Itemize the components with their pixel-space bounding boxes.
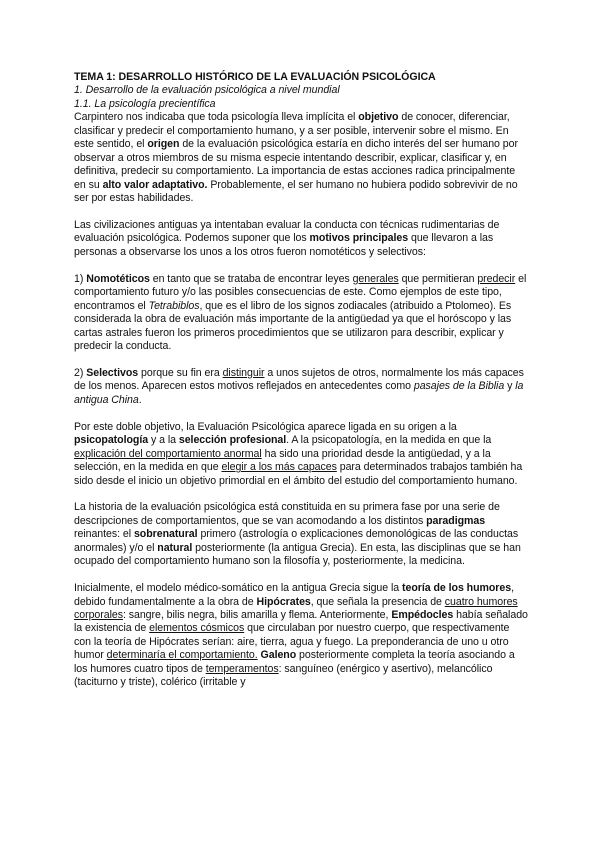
paragraph-civilizaciones: Las civilizaciones antiguas ya intentaban evaluar la conducta con técnicas rudimentarias de evaluación psicológica. Podemos suponer que los motivos principales que llevaron a las personas a observarse los unos a los otros fueron nomotéticos y selectivos: (74, 218, 500, 258)
paragraph-historia: La historia de la evaluación psicológica está constituida en su primera fase por una serie de descripciones de comportamientos, que se van acomodando a los distintos paradigmas reinantes: el sobrenatural primero (astrología o explicaciones demonológicas de las conductas anormales) y/o el natural posteriormente (la antigua Grecia). En esta, las disciplinas que se han ocupado del comportamiento humano son la filosofía y, posteriormente, la medicina. (74, 501, 521, 568)
paragraph-selectivos: 2) Selectivos porque su fin era distinguir a unos sujetos de otros, normalmente los más capaces de los menos. Aparecen estos motivos reflejados en antecedentes como pasajes de la Biblia y la antigua China. (74, 366, 524, 406)
paragraph-doble-objetivo: Por este doble objetivo, la Evaluación Psicológica aparece ligada en su origen a la psicopatología y a la selección profesional. A la psicopatología, en la medida en que la explicación del comportamiento anormal ha sido una prioridad desde la antigüedad, y a la selección, en la medida en que elegir a los más capaces para determinados trabajos también ha sido desde el inicio un objetivo primordial en el ámbito del estudio del comportamiento humano. (74, 420, 523, 487)
document-title: TEMA 1: DESARROLLO HISTÓRICO DE LA EVALUACIÓN PSICOLÓGICA (74, 71, 436, 83)
section-heading: 1. Desarrollo de la evaluación psicológica a nivel mundial (74, 84, 340, 97)
paragraph-humores: Inicialmente, el modelo médico-somático en la antigua Grecia sigue la teoría de los humores, debido fundamentalmente a la obra de Hipócrates, que señala la presencia de cuatro humores corporales: sangre, bilis negra, bilis amarilla y flema. Anteriormente, Empédocles había señalado la existencia de elementos cósmicos que circulaban por nuestro cuerpo, que respectivamente con la teoría de Hipócrates serían: aire, tierra, agua y fuego. La preponderancia de uno u otro humor determinaría el comportamiento. Galeno posteriormente completa la teoría asociando a los humores cuatro tipos de temperamentos: sanguíneo (enérgico y asertivo), melancólico (taciturno y triste), colérico (irritable y (74, 582, 528, 689)
subsection-heading: 1.1. La psicología precientífica (74, 97, 216, 110)
paragraph-nomoteticos: 1) Nomotéticos en tanto que se trataba de encontrar leyes generales que permitieran predecir el comportamiento futuro y/o las posibles consecuencias de este. Como ejemplos de este tipo, encontramos el Tetrabiblos, que es el libro de los signos zodiacales (atribuido a Ptolomeo). Es considerada la obra de evaluación más importante de la antigüedad ya que el horóscopo y las cartas astrales fueron los primeros procedimientos que se utilizaron para describir, explicar y predecir la conducta. (74, 272, 527, 353)
paragraph-objetivo: Carpintero nos indicaba que toda psicología lleva implícita el objetivo de conocer, diferenciar, clasificar y predecir el comportamiento humano, y a ser posible, intervenir sobre el mismo. En este sentido, el origen de la evaluación psicológica estaría en dicho interés del ser humano por observar a otros miembros de su misma especie intentando describir, explicar, clasificar y, en definitiva, predecir su comportamiento. La importancia de estas acciones radica principalmente en su alto valor adaptativo. Probablemente, el ser humano no hubiera podido sobrevivir de no ser por estas habilidades. (74, 111, 518, 205)
document-body (74, 71, 528, 690)
